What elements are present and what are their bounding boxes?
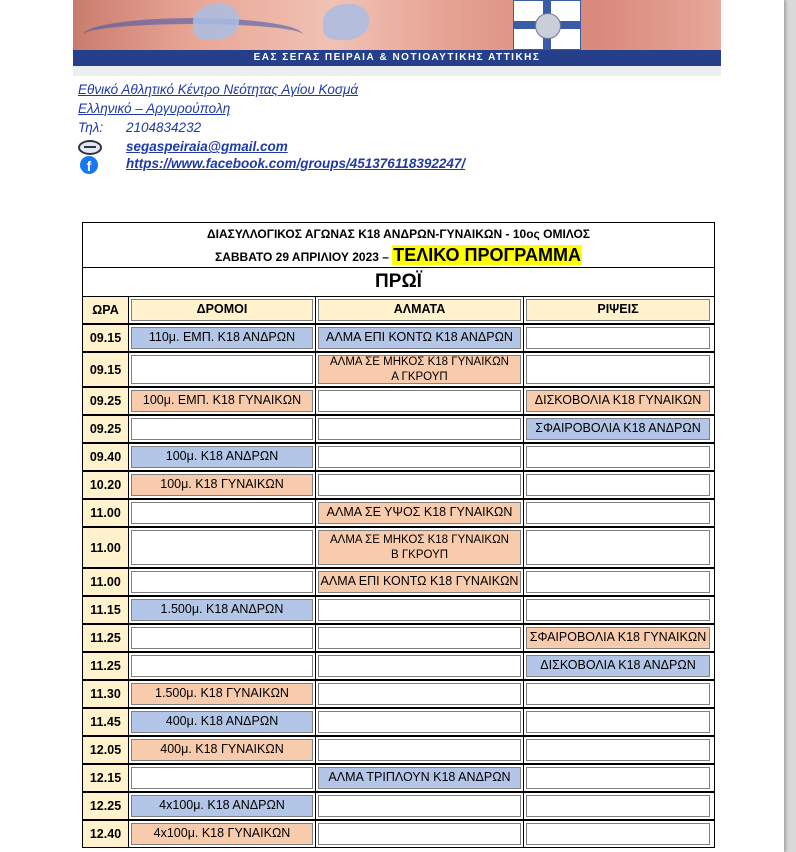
time-cell: 10.20 xyxy=(83,472,129,498)
area-text: Ελληνικό – Αργυρούπολη xyxy=(78,101,231,116)
running-event-cell xyxy=(129,528,316,567)
throwing-event-cell xyxy=(524,444,712,470)
table-row xyxy=(83,568,714,596)
running-event-cell: 4x100μ. Κ18 ΑΝΔΡΩΝ xyxy=(129,793,316,819)
table-row xyxy=(83,387,714,415)
time-cell: 11.25 xyxy=(83,653,129,679)
table-row xyxy=(83,324,714,352)
table-row xyxy=(83,764,714,792)
phone-label: Τηλ: xyxy=(78,120,104,135)
jumping-event-cell: ΑΛΜΑ ΤΡΙΠΛΟΥΝ Κ18 ΑΝΔΡΩΝ xyxy=(316,765,524,791)
time-cell: 12.05 xyxy=(83,737,129,763)
table-row xyxy=(83,736,714,764)
seal-icon xyxy=(535,13,561,39)
time-cell: 09.25 xyxy=(83,416,129,442)
time-cell: 12.15 xyxy=(83,765,129,791)
header-time: ΩΡΑ xyxy=(83,297,129,323)
schedule-body xyxy=(83,324,714,847)
time-cell: 11.00 xyxy=(83,528,129,567)
throwing-event-cell: ΣΦΑΙΡΟΒΟΛΙΑ Κ18 ΑΝΔΡΩΝ xyxy=(524,416,712,442)
throwing-event-cell xyxy=(524,353,712,386)
running-event-cell xyxy=(129,765,316,791)
schedule-table xyxy=(82,222,715,848)
jumping-event-cell: ΑΛΜΑ ΣΕ ΜΗΚΟΣ Κ18 ΓΥΝΑΙΚΩΝ Β ΓΚΡΟΥΠ xyxy=(316,528,524,567)
table-row xyxy=(83,624,714,652)
running-event-cell xyxy=(129,416,316,442)
time-cell: 09.25 xyxy=(83,388,129,414)
event-date-line xyxy=(83,245,714,266)
time-cell: 09.40 xyxy=(83,444,129,470)
time-cell: 11.15 xyxy=(83,597,129,623)
table-row xyxy=(83,471,714,499)
header-jumping: ΑΛΜΑΤΑ xyxy=(316,297,524,323)
running-event-cell: 400μ. Κ18 ΑΝΔΡΩΝ xyxy=(129,709,316,735)
table-row xyxy=(83,680,714,708)
time-cell: 12.25 xyxy=(83,793,129,819)
time-cell: 11.45 xyxy=(83,709,129,735)
running-event-cell: 110μ. ΕΜΠ. Κ18 ΑΝΔΡΩΝ xyxy=(129,325,316,351)
event-date: ΣΑΒΒΑΤΟ 29 ΑΠΡΙΛΙΟΥ 2023 – xyxy=(215,250,389,264)
jumping-event-cell xyxy=(316,416,524,442)
time-cell: 09.15 xyxy=(83,353,129,386)
jumping-event-cell xyxy=(316,444,524,470)
throwing-event-cell xyxy=(524,569,712,595)
running-event-cell xyxy=(129,353,316,386)
throwing-event-cell xyxy=(524,821,712,847)
time-cell: 09.15 xyxy=(83,325,129,351)
phone-number: 2104834232 xyxy=(126,120,202,135)
jumping-event-cell: ΑΛΜΑ ΣΕ ΥΨΟΣ Κ18 ΓΥΝΑΙΚΩΝ xyxy=(316,500,524,526)
banner-title: ΕΑΣ ΣΕΓΑΣ ΠΕΙΡΑΙΑ & ΝΟΤΙΟΑΥΤΙΚΗΣ ΑΤΤΙΚΗΣ xyxy=(73,50,721,66)
jumping-event-cell xyxy=(316,821,524,847)
jumping-event-cell xyxy=(316,793,524,819)
email-link[interactable]: segaspeiraia@gmail.com xyxy=(126,139,288,154)
running-event-cell: 1.500μ. Κ18 ΓΥΝΑΙΚΩΝ xyxy=(129,681,316,707)
time-cell: 11.00 xyxy=(83,569,129,595)
table-row xyxy=(83,443,714,471)
facebook-link[interactable]: https://www.facebook.com/groups/451376118392247/ xyxy=(126,156,466,171)
throwing-event-cell xyxy=(524,709,712,735)
throwing-event-cell xyxy=(524,765,712,791)
throwing-event-cell xyxy=(524,793,712,819)
table-row xyxy=(83,820,714,847)
running-event-cell: 100μ. Κ18 ΑΝΔΡΩΝ xyxy=(129,444,316,470)
jumping-event-cell xyxy=(316,709,524,735)
header-banner xyxy=(73,0,721,76)
throwing-event-cell xyxy=(524,681,712,707)
table-row xyxy=(83,652,714,680)
jumping-event-cell: ΑΛΜΑ ΕΠΙ ΚΟΝΤΩ Κ18 ΓΥΝΑΙΚΩΝ xyxy=(316,569,524,595)
table-row xyxy=(83,415,714,443)
table-row xyxy=(83,708,714,736)
running-event-cell: 4x100μ. Κ18 ΓΥΝΑΙΚΩΝ xyxy=(129,821,316,847)
jumping-event-cell: ΑΛΜΑ ΣΕ ΜΗΚΟΣ Κ18 ΓΥΝΑΙΚΩΝ Α ΓΚΡΟΥΠ xyxy=(316,353,524,386)
throwing-event-cell: ΔΙΣΚΟΒΟΛΙΑ Κ18 ΑΝΔΡΩΝ xyxy=(524,653,712,679)
table-row xyxy=(83,499,714,527)
venue-text: Εθνικό Αθλητικό Κέντρο Νεότητας Αγίου Κοσμά xyxy=(78,82,359,97)
throwing-event-cell: ΣΦΑΙΡΟΒΟΛΙΑ Κ18 ΓΥΝΑΙΚΩΝ xyxy=(524,625,712,651)
time-cell: 11.25 xyxy=(83,625,129,651)
running-event-cell xyxy=(129,653,316,679)
runner-figure-icon xyxy=(323,4,369,40)
jumping-event-cell xyxy=(316,653,524,679)
time-cell: 11.00 xyxy=(83,500,129,526)
jumping-event-cell xyxy=(316,388,524,414)
throwing-event-cell xyxy=(524,737,712,763)
federation-flag-logo xyxy=(513,0,581,50)
email-icon xyxy=(78,140,102,155)
table-row xyxy=(83,352,714,387)
jumping-event-cell xyxy=(316,737,524,763)
session-label: ΠΡΩΪ xyxy=(83,268,714,297)
running-event-cell xyxy=(129,625,316,651)
throwing-event-cell xyxy=(524,500,712,526)
final-program-highlight: ΤΕΛΙΚΟ ΠΡΟΓΡΑΜΜΑ xyxy=(393,245,581,265)
throwing-event-cell xyxy=(524,597,712,623)
throwing-event-cell xyxy=(524,528,712,567)
running-event-cell xyxy=(129,500,316,526)
throwing-event-cell xyxy=(524,325,712,351)
table-row xyxy=(83,792,714,820)
jumping-event-cell xyxy=(316,597,524,623)
table-row xyxy=(83,596,714,624)
header-throwing: ΡΙΨΕΙΣ xyxy=(524,297,712,323)
jumping-event-cell xyxy=(316,472,524,498)
table-header-row xyxy=(83,297,714,324)
throwing-event-cell xyxy=(524,472,712,498)
running-event-cell: 400μ. Κ18 ΓΥΝΑΙΚΩΝ xyxy=(129,737,316,763)
jumping-event-cell: ΑΛΜΑ ΕΠΙ ΚΟΝΤΩ Κ18 ΑΝΔΡΩΝ xyxy=(316,325,524,351)
table-row xyxy=(83,527,714,568)
running-event-cell xyxy=(129,569,316,595)
running-event-cell: 100μ. ΕΜΠ. Κ18 ΓΥΝΑΙΚΩΝ xyxy=(129,388,316,414)
throwing-event-cell: ΔΙΣΚΟΒΟΛΙΑ Κ18 ΓΥΝΑΙΚΩΝ xyxy=(524,388,712,414)
running-event-cell: 100μ. Κ18 ΓΥΝΑΙΚΩΝ xyxy=(129,472,316,498)
header-running: ΔΡΟΜΟΙ xyxy=(129,297,316,323)
schedule-title xyxy=(83,223,714,268)
running-event-cell: 1.500μ. Κ18 ΑΝΔΡΩΝ xyxy=(129,597,316,623)
runner-figure-icon xyxy=(193,4,239,40)
time-cell: 11.30 xyxy=(83,681,129,707)
time-cell: 12.40 xyxy=(83,821,129,847)
jumping-event-cell xyxy=(316,681,524,707)
event-title: ΔΙΑΣΥΛΛΟΓΙΚΟΣ ΑΓΩΝΑΣ Κ18 ΑΝΔΡΩΝ-ΓΥΝΑΙΚΩΝ - 10ος ΟΜΙΛΟΣ xyxy=(207,227,590,241)
jumping-event-cell xyxy=(316,625,524,651)
facebook-icon: f xyxy=(80,156,98,174)
